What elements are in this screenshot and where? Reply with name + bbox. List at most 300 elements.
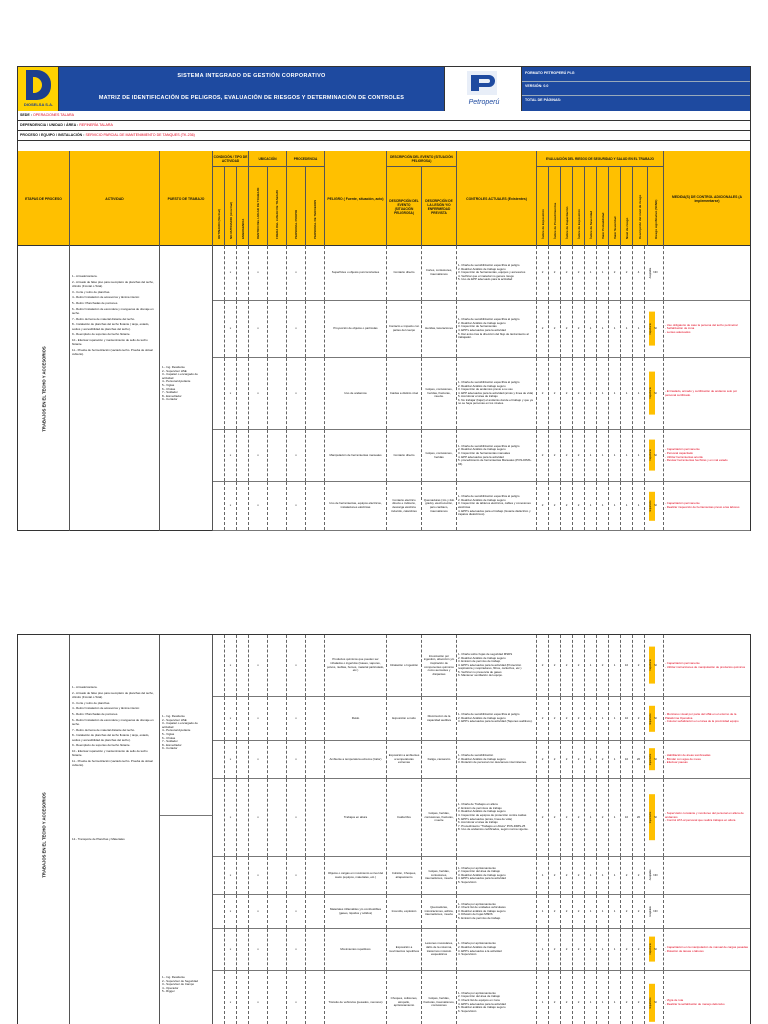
event-cell: Contacto directo: [387, 430, 422, 481]
routine-cell: [213, 779, 225, 856]
eval-value-cell: 1: [585, 971, 597, 1024]
injury-cell: Golpes, heridas, contusiones, traumatismos, muerte: [422, 857, 457, 894]
risk-level-badge: Importante: [649, 647, 655, 684]
injury-cell: Lesiones musculares, daño de la columna, trastornos músculo esqueléticos: [422, 929, 457, 970]
eval-value-cell: 2: [537, 635, 549, 696]
hazard-cell: Trabajos en altura: [325, 779, 387, 856]
post-cell-2: 1.- Ing. Residente 2.- Supervisor HSE 3.- Capataz o encargado de actividad 4.- Personal Ayudante 5.- Vigías 6.- Cholas 7.- Soldador 8.- Esmerilador 9.- Cortador: [160, 635, 213, 815]
eval-value-cell: 1: [585, 246, 597, 300]
document-header: [18, 67, 750, 111]
eval-value-cell: 1: [633, 482, 645, 530]
client-name: Petroperú: [468, 99, 500, 106]
hazard-cell: Ambiente a temperatura extrema (Calor): [325, 741, 387, 778]
controls-cell: 1. Charla de sensibilización específica al peligro 2. Realizar Análisis de trabajo seguro 3. Inspección de herramientas manuales 4. EPP adecuados para la actividad 5. procedimiento de herramientas Manuales (POS-DIMS-04).: [457, 430, 537, 481]
additional-measures-cell: - El traslado, armado y certificación de andamio solo por personal certificado.: [665, 388, 738, 397]
eval-value-cell: 1: [621, 301, 633, 357]
own-staff-cell: x: [287, 779, 306, 856]
outside-cell: [268, 358, 287, 429]
eval-value-cell: 2: [573, 246, 585, 300]
nonroutine-cell: x: [225, 246, 237, 300]
col-event-group: DESCRIPCIÓN DEL EVENTO (SITUACIÓN PELIGROSA): [387, 151, 457, 167]
eval-value-cell: 2: [549, 929, 561, 970]
col-eval-9: Descripción del nivel de riesgo: [633, 167, 648, 246]
activity-item: 2.- Armado de falso piso para reemplazo de planchas del techo, cilindro (Frontal o Total).: [72, 690, 154, 699]
activity-item: 2.- Armado de falso piso para reemplazo de planchas del techo, cilindro (Frontal o Total).: [72, 279, 154, 288]
eval-value-cell: 2: [537, 779, 549, 856]
routine-cell: [213, 697, 225, 740]
eval-value-cell: 1: [609, 301, 621, 357]
nonroutine-cell: x: [225, 430, 237, 481]
event-cell: Incendio, explosión: [387, 895, 422, 928]
activity-item: 3.- Corte y retiro de planchas.: [72, 289, 111, 294]
stage-cell: [18, 246, 70, 531]
activity-item: 11.- Prueba de hermetización (vaciado techo. Prueba de doloal cubierto).: [72, 758, 153, 768]
inside-cell: x: [249, 779, 268, 856]
eval-value-cell: 4: [633, 246, 645, 300]
eval-value-cell: 2: [561, 358, 573, 429]
eval-value-cell: 2: [549, 741, 561, 778]
hazard-cell: Ruido: [325, 697, 387, 740]
eval-value-cell: 2: [573, 779, 585, 856]
own-staff-cell: x: [287, 971, 306, 1024]
table-row: [213, 697, 750, 741]
eval-value-cell: 1: [585, 301, 597, 357]
eval-value-cell: 1: [621, 358, 633, 429]
col-post: PUESTO DE TRABAJO: [160, 151, 213, 246]
emergency-cell: [237, 430, 249, 481]
controls-cell: 1. Charla por aprisionamiento 2. Check list de unidades vehiculares 3. Realizar análisis de trabajo seguro 4. Difusión de hojas MSDS 5. Emisión de permiso de trabajo: [457, 895, 537, 928]
activity-item: 11.- Prueba de hermetización (vaciado techo. Prueba de doloal cubierto).: [72, 347, 153, 357]
risk-level-badge: Importante: [649, 794, 655, 840]
eval-value-cell: 2: [573, 741, 585, 778]
inside-cell: x: [249, 929, 268, 970]
outside-cell: [268, 246, 287, 300]
col-origin-third: PERSONAL DE TERCEROS: [306, 167, 325, 246]
significant-cell: NO: [648, 895, 664, 928]
hazard-cell: Productos químicos que pueden ser inhalados o ingeridos (Gases, vapores, polvos, nieblas, humos, material particulado, etc.): [325, 635, 387, 696]
routine-cell: [213, 971, 225, 1024]
nonroutine-cell: x: [225, 857, 237, 894]
risk-level-badge: Importante: [649, 748, 655, 770]
eval-value-cell: 1: [609, 895, 621, 928]
post-cell: 1.- Ing. Residente 2.- Supervisor HSE 3.- Capataz o encargado de actividad 4.- Personal Ayudante 5.- Vigías 6.- Cholas 7.- Soldador 8.- Esmerilador 9.- Cortador: [160, 246, 213, 531]
routine-cell: [213, 895, 225, 928]
own-staff-cell: x: [287, 635, 306, 696]
eval-value-cell: 1: [597, 246, 609, 300]
injury-cell: Golpes, heridas, contusiones, fracturas, muerte: [422, 779, 457, 856]
routine-cell: [213, 482, 225, 530]
controls-cell: 1. Charla de sensibilización específica al peligro 2. Realizar Análisis de trabajo seguro 3. Inspección de tableros eléctricos, cables y conexiones eléctricas 4. EPP's adecuados para el trabajo (Guante dieléctrico y zapatos dieléctricos).: [457, 482, 537, 530]
third-party-cell: [306, 971, 325, 1024]
injury-cell: Fatiga, cansancio: [422, 741, 457, 778]
unit-value: REFINERÍA TALARA: [79, 123, 113, 127]
eval-value-cell: 2: [561, 779, 573, 856]
activity-item: 1.- Armado/cantera.: [72, 274, 98, 278]
outside-cell: [268, 857, 287, 894]
activity-cell-2: [70, 635, 160, 1024]
col-eval-7: Valor Severidad: [609, 167, 621, 246]
col-activity: ACTIVIDAD: [70, 151, 160, 246]
table-row: [213, 430, 750, 482]
eval-value-cell: 2: [549, 246, 561, 300]
client-logo: [444, 67, 522, 111]
col-injury: DESCRIPCIÓN DE LA LESIÓN Y/O ENFERMEDAD PREVISTA: [422, 167, 457, 246]
eval-value-cell: 2: [573, 358, 585, 429]
activity-item: 10.- Efectuar reparación y mantenimiento de sello de techo flotante.: [72, 337, 148, 347]
emergency-cell: [237, 482, 249, 530]
eval-value-cell: 1: [609, 929, 621, 970]
nonroutine-cell: x: [225, 301, 237, 357]
significant-cell: SI: [648, 741, 664, 778]
inside-cell: x: [249, 358, 268, 429]
nonroutine-cell: x: [225, 971, 237, 1024]
nonroutine-cell: x: [225, 895, 237, 928]
eval-value-cell: 2: [573, 635, 585, 696]
eval-value-cell: 2: [633, 857, 645, 894]
eval-value-cell: 1: [585, 741, 597, 778]
process-label: PROCESO / EQUIPO / INSTALACIÓN :: [20, 133, 85, 137]
outside-cell: [268, 482, 287, 530]
significant-cell: SI: [648, 482, 664, 530]
emergency-cell: [237, 857, 249, 894]
eval-value-cell: 1: [597, 929, 609, 970]
eval-value-cell: 2: [549, 430, 561, 481]
eval-value-cell: 1: [597, 482, 609, 530]
table-row: [213, 358, 750, 430]
eval-value-cell: 2: [621, 929, 633, 970]
eval-value-cell: 2: [633, 635, 645, 696]
additional-measures-cell: [664, 857, 750, 894]
eval-value-cell: 2: [597, 741, 609, 778]
emergency-cell: [237, 301, 249, 357]
eval-value-cell: 2: [537, 697, 549, 740]
risk-level-badge: Importante: [649, 372, 655, 415]
eval-value-cell: 2: [561, 697, 573, 740]
eval-value-cell: 1: [609, 971, 621, 1024]
nonroutine-cell: x: [225, 779, 237, 856]
outside-cell: [268, 301, 287, 357]
eval-value-cell: 1: [633, 358, 645, 429]
additional-measures-cell: [664, 895, 750, 928]
total-pages: TOTAL DE PÁGINAS:: [525, 98, 562, 102]
hazard-cell: Uso de andamios: [325, 358, 387, 429]
inside-cell: x: [249, 697, 268, 740]
event-cell: Exposición a ambientes a temperaturas extremas: [387, 741, 422, 778]
table-row: [213, 895, 750, 929]
inside-cell: x: [249, 301, 268, 357]
third-party-cell: [306, 246, 325, 300]
eval-value-cell: 2: [621, 895, 633, 928]
document-meta: [522, 67, 750, 111]
inside-cell: x: [249, 857, 268, 894]
col-stages: ETAPAS DE PROCESO: [18, 151, 70, 246]
outside-cell: [268, 895, 287, 928]
eval-value-cell: 2: [537, 358, 549, 429]
controls-cell: 1. Charla de sensibilización específica al peligro 2. Realizar Análisis de trabajo seguro 3. EPP's adecuados para la actividad (Tapones auditivos).: [457, 697, 537, 740]
eval-value-cell: 1: [537, 895, 549, 928]
activity-item: 4.- Retiro/ Instalación de accesorios y lámina interior.: [72, 295, 140, 300]
eval-value-cell: 1: [621, 482, 633, 530]
inside-cell: x: [249, 971, 268, 1024]
injury-cell: Golpes, heridas, fracturas, traumatismos, contusiones: [422, 971, 457, 1024]
additional-measures-cell: - Monitoreo visual por parte del HSE en el entorno de la Plataforma Operativa - Colocar señalización en el área de la proximidad equipo: [665, 712, 739, 724]
eval-value-cell: 1: [597, 430, 609, 481]
eval-value-cell: 2: [561, 635, 573, 696]
activity-item: 5.- Retiro: Planchadas de pontones.: [72, 712, 119, 717]
third-party-cell: [306, 741, 325, 778]
third-party-cell: [306, 697, 325, 740]
col-eval-5: Índice de Severidad: [585, 167, 597, 246]
own-staff-cell: x: [287, 929, 306, 970]
col-condition-routine: RUTINARIO (Normal): [213, 167, 225, 246]
third-party-cell: [306, 301, 325, 357]
event-cell: Exposición a movimientos repetitivos: [387, 929, 422, 970]
significant-cell: SI: [648, 301, 664, 357]
risk-level-badge: Importante: [649, 706, 655, 732]
inside-cell: x: [249, 895, 268, 928]
table-row: [213, 857, 750, 895]
outside-cell: [268, 971, 287, 1024]
own-staff-cell: x: [287, 895, 306, 928]
eval-value-cell: 2: [537, 301, 549, 357]
nonroutine-cell: x: [225, 358, 237, 429]
eval-value-cell: 1: [597, 697, 609, 740]
own-staff-cell: x: [287, 358, 306, 429]
third-party-cell: [306, 482, 325, 530]
col-event: DESCRIPCIÓN DEL EVENTO (SITUACIÓN PELIGROSA): [387, 167, 422, 246]
eval-value-cell: 1: [633, 430, 645, 481]
matrix-body-1: [18, 246, 750, 531]
col-hazard: PELIGRO ( Fuente, situación, acto): [325, 151, 387, 246]
col-location: UBICACIÓN: [249, 151, 287, 167]
eval-value-cell: 2: [561, 971, 573, 1024]
injury-cell: Cortes, contusiones, traumatismos: [422, 246, 457, 300]
hazard-cell: Materiales inflamables y/o combustibles (gases, líquidos y sólidos): [325, 895, 387, 928]
eval-value-cell: 1: [609, 635, 621, 696]
eval-value-cell: 1: [609, 697, 621, 740]
eval-value-cell: 1: [609, 358, 621, 429]
additional-measures-cell: - Capacitación permanente - Utilizar instrucciones de manipulación de productos químicos: [665, 660, 746, 669]
own-staff-cell: x: [287, 246, 306, 300]
col-additional: MEDIDA(S) DE CONTROL ADICIONALES (A implementarse): [672, 194, 742, 203]
activity-item: 4.- Retiro/ Instalación de accesorios y lámina interior.: [72, 706, 140, 711]
col-eval-2: Índice de Procedimientos: [549, 167, 561, 246]
event-cell: Contacto e impacto con partes del cuerpo: [387, 301, 422, 357]
controls-cell: 1. Charla sobre hojas de seguridad MSDS 2. Realizar Análisis de trabajo seguro 3. Emisión de permiso de trabajo 4. EPP's adecuados para la actividad (Protección respiratoria y respiradores, filtros, cartuchos, etc.) 5. Verificar no presencia de gases 6. Mantener ventilación del equipo.: [457, 635, 537, 696]
significant-cell: SI: [648, 430, 664, 481]
eval-value-cell: 1: [597, 301, 609, 357]
emergency-cell: [237, 895, 249, 928]
eval-value-cell: 10: [621, 635, 633, 696]
site-row: [18, 111, 750, 121]
emergency-cell: [237, 358, 249, 429]
injury-cell: Golpes, contusiones, heridas: [422, 430, 457, 481]
third-party-cell: [306, 635, 325, 696]
significant-cell: SI: [648, 929, 664, 970]
unit-label: DEPENDENCIA / UNIDAD / ÁREA :: [20, 123, 79, 127]
routine-cell: [213, 635, 225, 696]
col-eval-1: Índice de Exposición: [537, 167, 549, 246]
eval-value-cell: 2: [633, 697, 645, 740]
matrix-sheet-page-1: [17, 66, 751, 531]
activity-item: 7.- Retiro del lema de material distante del techo.: [72, 316, 135, 321]
eval-value-cell: 1: [585, 482, 597, 530]
inside-cell: x: [249, 635, 268, 696]
site-value: OPERACIONES TALARA: [32, 113, 74, 117]
event-cell: Contacto directo: [387, 246, 422, 300]
controls-cell: 1. Charla de Trabajos en altura 2. Emisión de permisos de trabajo 3. Realizar Análisis de trabajo seguro 4. Inspección de equipos de protección contra caídas 5. EPP's adecuados (arnés, línea de vida) 6. Acordonar el área de trabajo 7. Procedimiento "Trabajos en Altura" POS-DIMS-25 8. Uso de andamios certificados, según norma vigente.: [457, 779, 537, 856]
eval-value-cell: 2: [597, 635, 609, 696]
eval-value-cell: 2: [573, 929, 585, 970]
activity-item: 6.- Retiro/ Instalación de escondera y mangueras de drenaje en techo.: [72, 306, 154, 315]
eval-value-cell: 1: [537, 971, 549, 1024]
third-party-cell: [306, 895, 325, 928]
outside-cell: [268, 697, 287, 740]
col-location-inside: DENTRO DEL LUGAR DE TRABAJO: [249, 167, 268, 246]
eval-value-cell: 2: [573, 971, 585, 1024]
eval-value-cell: 1: [537, 857, 549, 894]
format-code: FORMATO PETROPERÚ PI-G: [525, 71, 575, 75]
risk-level-badge: Importante: [649, 312, 655, 346]
own-staff-cell: x: [287, 697, 306, 740]
own-staff-cell: x: [287, 430, 306, 481]
eval-value-cell: 2: [573, 895, 585, 928]
inside-cell: x: [249, 430, 268, 481]
col-eval-4: Índice de Exposición: [573, 167, 585, 246]
activity-cell: [70, 246, 160, 531]
eval-value-cell: 2: [537, 246, 549, 300]
eval-value-cell: 1: [585, 857, 597, 894]
col-eval-8: Nivel de riesgo: [621, 167, 633, 246]
activity-item: 7.- Retiro del lema de material distante del techo.: [72, 727, 135, 732]
additional-measures-cell: - Capacitación permanente - Personal capacitado - Utilizar herramientas acorde - Revisar herramientas hechizas y en mal estado: [665, 447, 728, 463]
eval-value-cell: 2: [621, 971, 633, 1024]
own-staff-cell: x: [287, 482, 306, 530]
eval-value-cell: 2: [573, 482, 585, 530]
routine-cell: [213, 358, 225, 429]
event-cell: Choques, colisiones, atropello, aprisionamiento: [387, 971, 422, 1024]
controls-cell: 1. Charla de sensibilización específica al peligro 2. Realizar Análisis de trabajo seguro 3. Inspección de herramientas, equipos y accesorios 4. Verificar que el material no genere riesgo 5. Uso de EPP adecuado para la actividad: [457, 246, 537, 300]
activity-item: 1.- Armado/cantera.: [72, 685, 98, 689]
hazard-cell: Superficies u objetos punzocortantes: [325, 246, 387, 300]
col-eval-6: Valor Probabilidad: [597, 167, 609, 246]
eval-value-cell: 10: [621, 697, 633, 740]
emergency-cell: [237, 635, 249, 696]
third-party-cell: [306, 430, 325, 481]
company-logo: [18, 67, 59, 111]
third-party-cell: [306, 929, 325, 970]
eval-value-cell: 2: [549, 358, 561, 429]
own-staff-cell: x: [287, 741, 306, 778]
eval-value-cell: 2: [573, 301, 585, 357]
eval-value-cell: 1: [597, 857, 609, 894]
nonroutine-cell: x: [225, 929, 237, 970]
additional-measures-cell: [664, 246, 750, 300]
outside-cell: [268, 929, 287, 970]
stage-label: TRABAJOS EN EL TECHO Y ACCESORIOS: [41, 345, 46, 432]
additional-measures-cell: - Vigía de ruta - Realizar la señalización de manejo defensivo: [665, 997, 725, 1006]
hazard-cell: Tránsito de vehículos (pesados, menores): [325, 971, 387, 1024]
risk-level-badge: Importante: [649, 440, 655, 471]
eval-value-cell: 1: [537, 929, 549, 970]
eval-value-cell: 2: [633, 895, 645, 928]
eval-value-cell: 1: [609, 430, 621, 481]
outside-cell: [268, 430, 287, 481]
eval-value-cell: 1: [609, 741, 621, 778]
significant-cell: SI: [648, 358, 664, 429]
activity-item: 10.- Efectuar reparación y mantenimiento de sello de techo flotante.: [72, 748, 148, 758]
eval-value-cell: 2: [621, 857, 633, 894]
event-cell: Exposición a ruido: [387, 697, 422, 740]
routine-cell: [213, 301, 225, 357]
table-row: [213, 929, 750, 971]
eval-value-cell: 1: [585, 430, 597, 481]
significant-cell: SI: [648, 697, 664, 740]
col-origin: PROCEDENCIA: [287, 151, 325, 167]
emergency-cell: [237, 697, 249, 740]
risk-level-badge: Importante: [649, 492, 655, 521]
hazard-cell: Proyección de objetos o partículas: [325, 301, 387, 357]
petroperu-logo-icon: [467, 71, 497, 95]
significant-cell: NO: [648, 857, 664, 894]
injury-cell: Quemaduras (1ro y 2do grado), electrocución, paro cardiaco, traumatismos: [422, 482, 457, 530]
eval-value-cell: 2: [609, 246, 621, 300]
event-cell: Caídas a distinto nivel: [387, 358, 422, 429]
eval-value-cell: 1: [585, 635, 597, 696]
controls-cell: 1. Charla de sensibilización específica al peligro 2. Realizar Análisis de trabajo seguro 3. Inspección de herramientas 4. EPP's adecuados para la actividad 5. Dar aviso tras la dirección del flujo de lanzamiento al trabajador.: [457, 301, 537, 357]
eval-value-cell: 1: [585, 779, 597, 856]
document-title: MATRIZ DE IDENTIFICACIÓN DE PELIGROS, EVALUACIÓN DE RIESGOS Y DETERMINACIÓN DE CONTROLES: [98, 95, 405, 101]
additional-measures-cell: - Supervisión constante y monitoreo del personal en altura de andamios - Control HTA al personal que realiza trabajos en altura: [665, 811, 744, 823]
eval-value-cell: 10: [621, 741, 633, 778]
inside-cell: x: [249, 741, 268, 778]
unit-row: [18, 121, 750, 131]
emergency-cell: [237, 741, 249, 778]
third-party-cell: [306, 857, 325, 894]
injury-cell: Heridas, laceraciones: [422, 301, 457, 357]
routine-cell: [213, 741, 225, 778]
routine-cell: [213, 857, 225, 894]
controls-cell: 1. Charla de sensibilización 2. Realizar Análisis de trabajo seguro 3. Rotación de personal con descansos intermitentes.: [457, 741, 537, 778]
nonroutine-cell: x: [225, 635, 237, 696]
inside-cell: x: [249, 246, 268, 300]
activity-item: 6.- Retiro/ Instalación de escondera y mangueras de drenaje en techo.: [72, 717, 154, 726]
eval-value-cell: 20: [633, 741, 645, 778]
significant-cell: SI: [648, 779, 664, 856]
eval-value-cell: 2: [549, 482, 561, 530]
activity-item: 5.- Retiro: Planchadas de pontones.: [72, 301, 119, 306]
risk-level-badge: Importante: [649, 984, 655, 1022]
additional-measures-cell: - Habilitación de áreas sombreadas - Brindar con agua de mesa - Efectuar pausas: [665, 753, 711, 765]
col-eval-group: EVALUACIÓN DEL RIESGO DE SEGURIDAD Y SALUD EN EL TRABAJO: [537, 151, 664, 167]
d-logo-icon: [26, 70, 51, 100]
controls-cell: 1. Charla de sensibilización específica al peligro 2. Realizar Análisis de trabajo seguro 3. Inspección de andamios previo a su uso 4. EPP adecuados para la actividad (arnés y línea de vida) 5. Acordonar el área de trabajo 6. No trabajar (bajar) el andamio donde el trabajo y que ya no se haya personas en los niveles.: [457, 358, 537, 429]
activity-item: 8.- Instalación de planchas del techo flotante ( tanje, estado, sodios y accesibilidad de planchas del techo).: [72, 733, 150, 742]
table-row: [213, 482, 750, 531]
eval-value-cell: 2: [573, 697, 585, 740]
site-label: SEDE :: [20, 113, 32, 117]
hazard-cell: Manipulación de herramientas manuales: [325, 430, 387, 481]
eval-value-cell: 2: [549, 971, 561, 1024]
eval-value-cell: 2: [621, 246, 633, 300]
inside-cell: x: [249, 482, 268, 530]
risk-level-badge: Aceptable: [649, 864, 655, 886]
own-staff-cell: x: [287, 301, 306, 357]
injury-cell: Quemaduras, intoxicaciones, asfixia, traumatismos, muerte: [422, 895, 457, 928]
eval-value-cell: 1: [585, 929, 597, 970]
emergency-cell: [237, 246, 249, 300]
injury-cell: Disminución de la capacidad auditiva: [422, 697, 457, 740]
